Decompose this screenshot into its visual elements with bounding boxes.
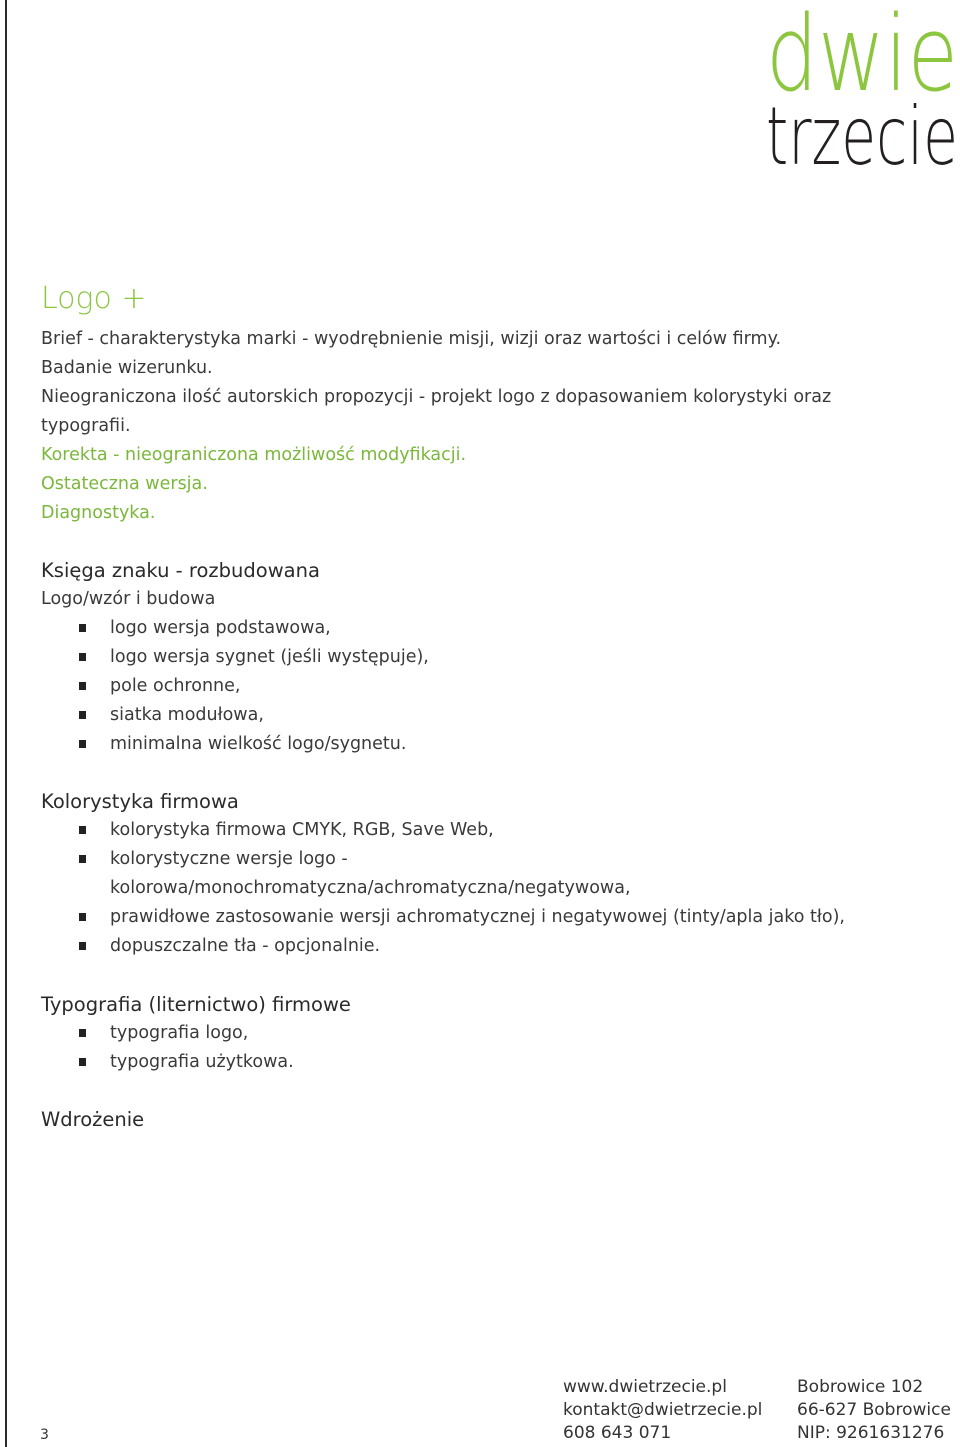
bullet-list: [41, 1019, 941, 1077]
section-heading: Typografia (liternictwo) firmowe: [41, 993, 351, 1016]
company-logo: [764, 0, 960, 172]
main-content: [41, 280, 941, 1134]
section-implementation: [41, 1105, 941, 1134]
list-item: logo wersja podstawowa,: [41, 614, 941, 643]
list-item: typografia użytkowa.: [41, 1048, 941, 1077]
footer-address: [797, 1376, 951, 1445]
bullet-list: [41, 816, 941, 961]
section-colors: [41, 787, 941, 961]
section-subheading: Logo/wzór i budowa: [41, 589, 216, 609]
intro-block: [41, 325, 941, 528]
section-heading: Wdrożenie: [41, 1108, 145, 1131]
intro-line: Ostateczna wersja.: [41, 474, 208, 494]
intro-line: Korekta - nieograniczona możliwość modyfikacji.: [41, 445, 467, 465]
page-title: Logo +: [41, 281, 147, 316]
footer-email-link[interactable]: kontakt@dwietrzecie.pl: [563, 1400, 763, 1420]
footer-contact: [563, 1376, 762, 1445]
svg-text:dwie: dwie: [766, 0, 958, 115]
list-item: kolorystyka firmowa CMYK, RGB, Save Web,: [41, 816, 941, 845]
footer-nip: NIP: 9261631276: [797, 1423, 945, 1443]
list-item: minimalna wielkość logo/sygnetu.: [41, 730, 941, 759]
intro-line: Diagnostyka.: [41, 503, 156, 523]
list-item: dopuszczalne tła - opcjonalnie.: [41, 932, 941, 961]
intro-line: Nieograniczona ilość autorskich propozycji - projekt logo z dopasowaniem kolorystyki oraz: [41, 387, 832, 407]
list-item: pole ochronne,: [41, 672, 941, 701]
intro-line: Brief - charakterystyka marki - wyodrębnienie misji, wizji oraz wartości i celów firmy.: [41, 329, 782, 349]
bullet-list: [41, 614, 941, 759]
page-number: 3: [40, 1427, 49, 1443]
list-item: logo wersja sygnet (jeśli występuje),: [41, 643, 941, 672]
page-margin-line: [5, 0, 7, 1447]
footer-address-line: 66-627 Bobrowice: [797, 1400, 951, 1420]
intro-line: typografii.: [41, 416, 131, 436]
list-item: siatka modułowa,: [41, 701, 941, 730]
list-item: prawidłowe zastosowanie wersji achromatycznej i negatywowej (tinty/apla jako tło),: [41, 903, 941, 932]
footer-phone: 608 643 071: [563, 1423, 672, 1443]
footer-address-line: Bobrowice 102: [797, 1377, 924, 1397]
svg-text:trzecie: trzecie: [766, 90, 958, 172]
footer-website-link[interactable]: www.dwietrzecie.pl: [563, 1377, 727, 1397]
section-typography: [41, 990, 941, 1077]
section-heading: Księga znaku - rozbudowana: [41, 559, 320, 582]
list-item: typografia logo,: [41, 1019, 941, 1048]
section-brand-book: [41, 556, 941, 759]
section-heading: Kolorystyka firmowa: [41, 790, 239, 813]
intro-line: Badanie wizerunku.: [41, 358, 213, 378]
list-item: kolorystyczne wersje logo - kolorowa/monochromatyczna/achromatyczna/negatywowa,: [41, 845, 941, 903]
